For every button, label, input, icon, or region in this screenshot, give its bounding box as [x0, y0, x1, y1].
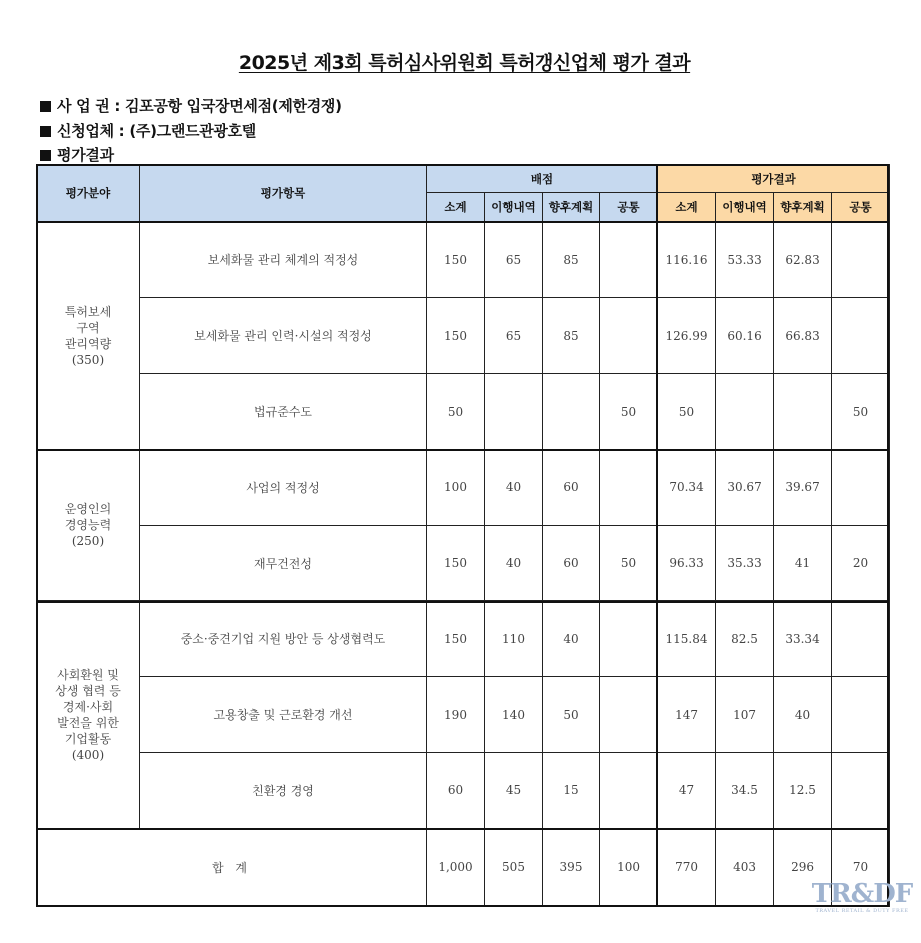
square-bullet-icon [40, 101, 51, 112]
logo-sub: TRAVEL RETAIL & DUTY FREE [815, 908, 909, 914]
score-cell: 115.84 [658, 601, 716, 677]
section-divider [36, 449, 889, 451]
total-row [37, 828, 890, 906]
score-cell: 35.33 [716, 525, 774, 601]
score-cell: 40 [543, 601, 600, 677]
score-cell: 50 [600, 525, 658, 601]
score-cell: 147 [658, 677, 716, 753]
total-cell: 395 [543, 828, 600, 906]
total-cell: 505 [485, 828, 543, 906]
score-cell [600, 298, 658, 374]
score-cell: 30.67 [716, 449, 774, 525]
score-cell: 50 [427, 374, 485, 450]
score-cell: 150 [427, 601, 485, 677]
score-cell: 150 [427, 222, 485, 298]
table-row [37, 601, 890, 677]
business-line [40, 95, 342, 116]
category-cell: 사회환원 및 상생 협력 등 경제·사회 발전을 위한 기업활동 (400) [37, 601, 140, 828]
item-cell: 사업의 적정성 [140, 449, 427, 525]
score-cell: 40 [774, 677, 832, 753]
square-bullet-icon [40, 150, 51, 161]
item-cell: 중소·중견기업 지원 방안 등 상생협력도 [140, 601, 427, 677]
score-cell: 60 [543, 449, 600, 525]
header-area: 평가분야 [37, 165, 140, 222]
header-result: 평가결과 [658, 165, 890, 193]
total-cell: 770 [658, 828, 716, 906]
score-cell: 34.5 [716, 752, 774, 828]
header-divider [36, 221, 889, 223]
table-row [37, 752, 890, 828]
total-cell: 296 [774, 828, 832, 906]
score-cell: 85 [543, 222, 600, 298]
header-sub: 향후계획 [774, 193, 832, 222]
score-cell [600, 222, 658, 298]
score-cell: 53.33 [716, 222, 774, 298]
total-cell: 1,000 [427, 828, 485, 906]
business-value: 김포공항 입국장면세점(제한경쟁) [124, 97, 342, 115]
tr-df-logo [806, 880, 918, 914]
score-cell: 50 [543, 677, 600, 753]
item-cell: 보세화물 관리 인력·시설의 적정성 [140, 298, 427, 374]
header-sub: 이행내역 [716, 193, 774, 222]
score-cell [600, 449, 658, 525]
score-cell: 45 [485, 752, 543, 828]
score-cell [832, 222, 890, 298]
score-cell: 150 [427, 525, 485, 601]
logo-main: TR&DF [811, 879, 913, 909]
score-cell: 50 [600, 374, 658, 450]
score-cell: 50 [832, 374, 890, 450]
total-divider [36, 828, 889, 830]
score-cell [832, 601, 890, 677]
score-cell: 33.34 [774, 601, 832, 677]
total-cell: 100 [600, 828, 658, 906]
item-cell: 재무건전성 [140, 525, 427, 601]
square-bullet-icon [40, 126, 51, 137]
total-label: 합 계 [37, 828, 427, 906]
business-label: 사 업 권 : [57, 97, 121, 115]
score-cell [832, 677, 890, 753]
score-cell: 62.83 [774, 222, 832, 298]
score-cell: 126.99 [658, 298, 716, 374]
section-divider [36, 601, 889, 603]
header-sub: 향후계획 [543, 193, 600, 222]
header-sub: 공통 [600, 193, 658, 222]
group-divider [656, 164, 658, 907]
score-cell: 47 [658, 752, 716, 828]
score-cell: 15 [543, 752, 600, 828]
table-row [37, 525, 890, 601]
score-cell [600, 601, 658, 677]
score-cell [716, 374, 774, 450]
item-cell: 법규준수도 [140, 374, 427, 450]
score-cell [485, 374, 543, 450]
score-cell: 96.33 [658, 525, 716, 601]
score-cell [832, 298, 890, 374]
applicant-label: 신청업체 : [57, 122, 125, 140]
score-cell: 82.5 [716, 601, 774, 677]
score-cell: 70.34 [658, 449, 716, 525]
header-sub: 공통 [832, 193, 890, 222]
header-item: 평가항목 [140, 165, 427, 222]
applicant-value: (주)그랜드관광호텔 [129, 122, 256, 140]
header-sub: 소계 [658, 193, 716, 222]
score-cell [600, 677, 658, 753]
result-line [40, 144, 114, 165]
score-cell: 190 [427, 677, 485, 753]
score-cell: 39.67 [774, 449, 832, 525]
evaluation-table [36, 164, 890, 907]
table-row [37, 677, 890, 753]
score-cell: 65 [485, 222, 543, 298]
score-cell: 100 [427, 449, 485, 525]
header-sub: 소계 [427, 193, 485, 222]
score-cell: 60 [427, 752, 485, 828]
score-cell: 140 [485, 677, 543, 753]
score-cell: 41 [774, 525, 832, 601]
score-cell [600, 752, 658, 828]
item-cell: 친환경 경영 [140, 752, 427, 828]
applicant-line [40, 120, 256, 141]
page-title: 2025년 제3회 특허심사위원회 특허갱신업체 평가 결과 [238, 52, 691, 74]
score-cell [832, 449, 890, 525]
score-cell [543, 374, 600, 450]
score-cell: 60.16 [716, 298, 774, 374]
header-sub: 이행내역 [485, 193, 543, 222]
category-cell: 운영인의 경영능력 (250) [37, 449, 140, 601]
header-allocation: 배점 [427, 165, 658, 193]
table-row [37, 449, 890, 525]
table-row [37, 222, 890, 298]
score-cell: 107 [716, 677, 774, 753]
score-cell: 50 [658, 374, 716, 450]
result-label: 평가결과 [57, 146, 114, 164]
score-cell: 40 [485, 449, 543, 525]
total-cell: 70 [832, 828, 890, 906]
score-cell: 66.83 [774, 298, 832, 374]
table-row [37, 298, 890, 374]
score-cell: 110 [485, 601, 543, 677]
total-cell: 403 [716, 828, 774, 906]
score-cell: 20 [832, 525, 890, 601]
score-cell: 60 [543, 525, 600, 601]
score-cell [832, 752, 890, 828]
table-row [37, 374, 890, 450]
category-cell: 특허보세 구역 관리역량 (350) [37, 222, 140, 450]
score-cell: 116.16 [658, 222, 716, 298]
score-cell: 40 [485, 525, 543, 601]
score-cell [774, 374, 832, 450]
item-cell: 고용창출 및 근로환경 개선 [140, 677, 427, 753]
score-cell: 12.5 [774, 752, 832, 828]
score-cell: 65 [485, 298, 543, 374]
score-cell: 85 [543, 298, 600, 374]
score-cell: 150 [427, 298, 485, 374]
item-cell: 보세화물 관리 체계의 적정성 [140, 222, 427, 298]
